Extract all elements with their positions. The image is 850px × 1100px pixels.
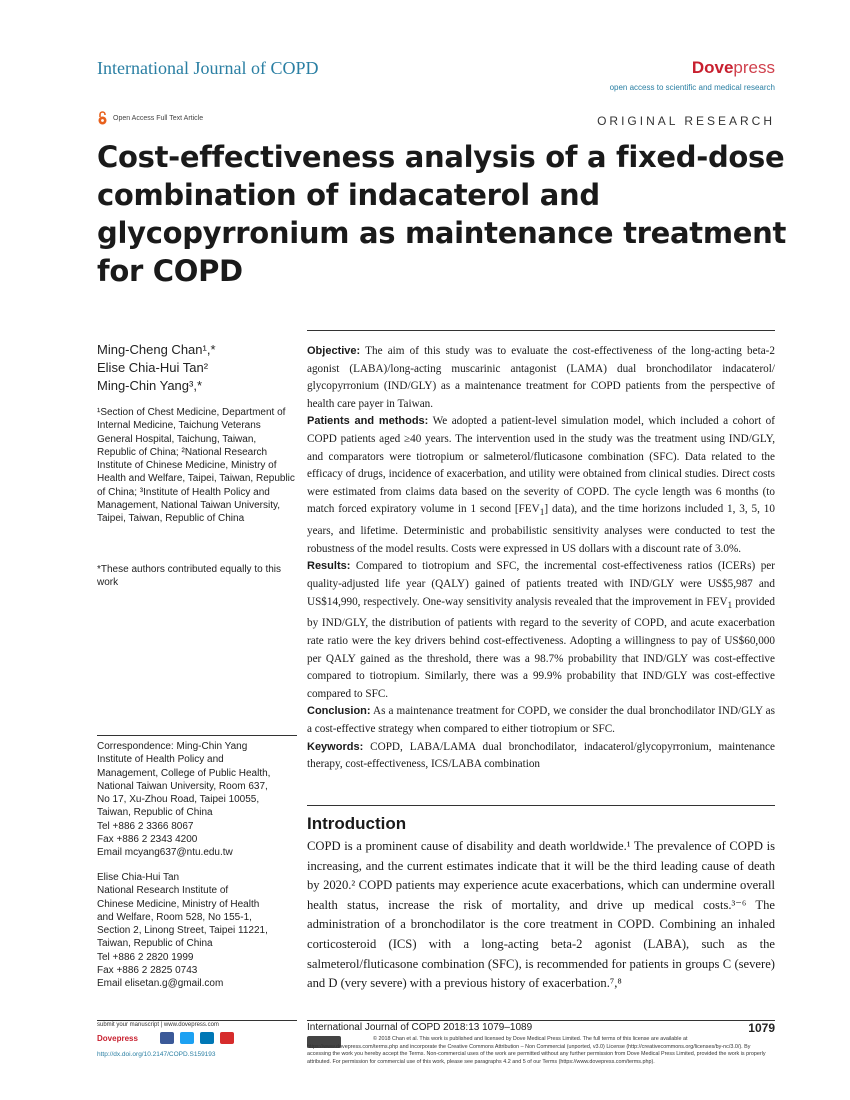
methods-label: Patients and methods:: [307, 415, 429, 428]
author-1: Ming-Cheng Chan¹,*: [97, 342, 216, 357]
corr2-line: and Welfare, Room 528, No 155-1,: [97, 911, 252, 923]
social-links: [160, 1032, 234, 1044]
author-2: Elise Chia-Hui Tan²: [97, 360, 209, 375]
publisher-press: press: [733, 58, 775, 77]
corr2-line: Fax +886 2 2825 0743: [97, 965, 198, 977]
author-3: Ming-Chin Yang³,*: [97, 378, 203, 393]
conclusion-label: Conclusion:: [307, 705, 371, 718]
keywords-label: Keywords:: [307, 740, 364, 753]
footer-journal-reference: International Journal of COPD 2018:13 1079–1089: [307, 1022, 533, 1033]
journal-title: International Journal of COPD: [97, 58, 319, 78]
twitter-icon[interactable]: [180, 1032, 194, 1044]
doi-link[interactable]: http://dx.doi.org/10.2147/COPD.S159193: [97, 1051, 216, 1058]
abstract-keywords: [307, 739, 775, 774]
author-list: [97, 341, 216, 395]
results-label: Results:: [307, 560, 351, 573]
results-text-1: Compared to tiotropium and SFC, the incremental cost-effectiveness ratios (ICERs) per quality-adjusted life year (QALY) gained of patients treated with IND/GLY were US$5,987 and US$14,990, respectively. One-way sensitivity analysis revealed that the improvement in FEV: [307, 560, 775, 608]
facebook-icon[interactable]: [160, 1032, 174, 1044]
corr1-line: Taiwan, Republic of China: [97, 807, 213, 819]
abstract-results: [307, 558, 775, 703]
submit-manuscript-link[interactable]: submit your manuscript | www.dovepress.com: [97, 1022, 219, 1028]
conclusion-text: As a maintenance treatment for COPD, we consider the dual bronchodilator IND/GLY as a cost-effective strategy when compared to either tiotropium or SFC.: [307, 705, 775, 735]
methods-subscript: 1: [539, 508, 545, 519]
open-access-label: [97, 111, 203, 125]
correspondence-secondary: [97, 871, 302, 991]
license-text: © 2018 Chan et al. This work is published and licensed by Dove Medical Press Limited. The full terms of this license are available at https://www.dovepress.com/terms.php and incorporate the Creative Commons Attribution – Non Commercial (unported, v3.0) License (http://creativecommons.org/licenses/by-nc/3.0/). By accessing the work you hereby accept the Terms. Non-commercial uses of the work are permitted without any further permission from Dove Medical Press Limited, provided the work is properly attributed. For permission for commercial use of this work, please see paragraphs 4.2 and 5 of our Terms (https://www.dovepress.com/terms.php).: [307, 1036, 766, 1065]
corr1-email[interactable]: Email mcyang637@ntu.edu.tw: [97, 847, 233, 859]
introduction-heading: Introduction: [307, 814, 407, 833]
corr2-line: Tel +886 2 2820 1999: [97, 951, 194, 963]
introduction-text: COPD is a prominent cause of disability and death worldwide.¹ The prevalence of COPD is increasing, and the current estimates indicate that it will be the third leading cause of death by 2020.² COPD patients may experience acute exacerbations, which can undermine overall health status, increase the risk of mortality, and drive up medical costs.³⁻⁶ The administration of a bronchodilator is the core treatment in COPD. Combining an inhaled corticosteroid (ICS) with a long-acting beta-2 agonist (LABA), such as the salmeterol/fluticasone combination (SFC), is recommended for patients in groups C (severe) and D (very severe) with a previous history of exacerbation.⁷,⁸: [307, 839, 775, 991]
corr2-line: Elise Chia-Hui Tan: [97, 872, 180, 883]
open-access-text: Open Access Full Text Article: [113, 114, 204, 122]
footer-dovepress-logo: Dovepress: [97, 1034, 138, 1043]
linkedin-icon[interactable]: [200, 1032, 214, 1044]
corr2-line: Section 2, Linong Street, Taipei 11221,: [97, 925, 268, 937]
corr2-email[interactable]: Email elisetan.g@gmail.com: [97, 978, 224, 990]
corr2-line: Chinese Medicine, Ministry of Health: [97, 898, 260, 910]
footer-rule-left: [97, 1020, 297, 1021]
methods-text-1: We adopted a patient-level simulation model, which included a cohort of COPD patients aged ≥40 years. The intervention used in the study was the treatment using IND/GLY, and comparators were tiotropium or salmeterol/fluticasone combination (SFC). Data related to the efficacy of drugs, incidence of exacerbation, and utility were obtained from clinical studies. Direct costs were estimated from claims data based on the severity of COPD. The cycle length was 6 months (to match forced expiratory volume in 1 second [FEV: [307, 415, 775, 516]
results-subscript: 1: [727, 600, 733, 611]
page-number: 1079: [748, 1021, 775, 1035]
abstract-conclusion: [307, 703, 775, 738]
results-text-2: provided by IND/GLY, the distribution of patients with regard to the severity of COPD, and acute exacerbation rate ratio were the key drivers behind cost-effectiveness. Adopting a willingness to pay of US$60,000 per QALY gained as the threshold, there was a 98.7% probability that IND/GLY was cost-effective compared to tiotropium. Similarly, there was a 99.9% probability that IND/GLY was cost-effective compared to SFC.: [307, 595, 775, 700]
publisher-tagline: open access to scientific and medical research: [609, 83, 775, 92]
corr2-line: Taiwan, Republic of China: [97, 938, 213, 950]
article-title: Cost-effectiveness analysis of a fixed-dose combination of indacaterol and glycopyrronium as maintenance treatment for COPD: [97, 140, 787, 288]
methods-text-2: ] data), and the time horizons included 1, 3, 5, 10 years, and lifetime. Deterministic and probabilistic sensitivity analyses were conducted to test the robustness of the model results. Costs were expressed in US dollars with a discount rate of 3.0%.: [307, 503, 775, 555]
equal-contribution-note: *These authors contributed equally to this work: [97, 564, 281, 589]
abstract: [307, 343, 775, 774]
footer-rule-right: [307, 1020, 775, 1021]
abstract-objective: [307, 343, 775, 413]
abstract-top-rule: [307, 330, 775, 331]
corr1-line: National Taiwan University, Room 637,: [97, 780, 268, 792]
objective-label: Objective:: [307, 345, 361, 357]
corr1-line: Institute of Health Policy and: [97, 754, 224, 766]
affiliations: ¹Section of Chest Medicine, Department of Internal Medicine, Taichung Veterans General Hospital, Taichung, Taiwan, Republic of China; ²National Research Institute of Chinese Medicine, Ministry of Health and Welfare, Taipei, Taiwan, Republic of China; ³Institute of Health Policy and Management, National Taiwan University, Taipei, Taiwan, Republic of China: [97, 407, 295, 525]
corr2-line: National Research Institute of: [97, 885, 229, 897]
correspondence-primary: [97, 740, 302, 860]
abstract-methods: [307, 413, 775, 558]
open-access-lock-icon: [97, 111, 108, 125]
corr1-line: Fax +886 2 2343 4200: [97, 834, 198, 846]
publisher-logo: [692, 58, 775, 78]
corr1-line: Tel +886 2 3366 8067: [97, 820, 194, 832]
corr1-line: No 17, Xu-Zhou Road, Taipei 10055,: [97, 794, 260, 806]
publisher-dove: Dove: [691, 58, 734, 77]
corr1-line: Management, College of Public Health,: [97, 767, 271, 779]
introduction-rule: [307, 805, 775, 806]
keywords-text: COPD, LABA/LAMA dual bronchodilator, indacaterol/glycopyrronium, maintenance therapy, cost-effectiveness, ICS/LABA combination: [307, 740, 775, 771]
article-type: ORIGINAL RESEARCH: [597, 114, 775, 128]
objective-text: The aim of this study was to evaluate the cost-effectiveness of the long-acting beta-2 agonist (LABA)/long-acting muscarinic antagonist (LAMA) dual bronchodilator indacaterol/ glycopyrronium (IND/GLY) as a maintenance treatment for COPD patients from the perspective of health care payer in Taiwan.: [307, 345, 775, 410]
correspondence-rule: [97, 735, 297, 736]
youtube-icon[interactable]: [220, 1032, 234, 1044]
corr1-line: Correspondence: Ming-Chin Yang: [97, 741, 248, 752]
